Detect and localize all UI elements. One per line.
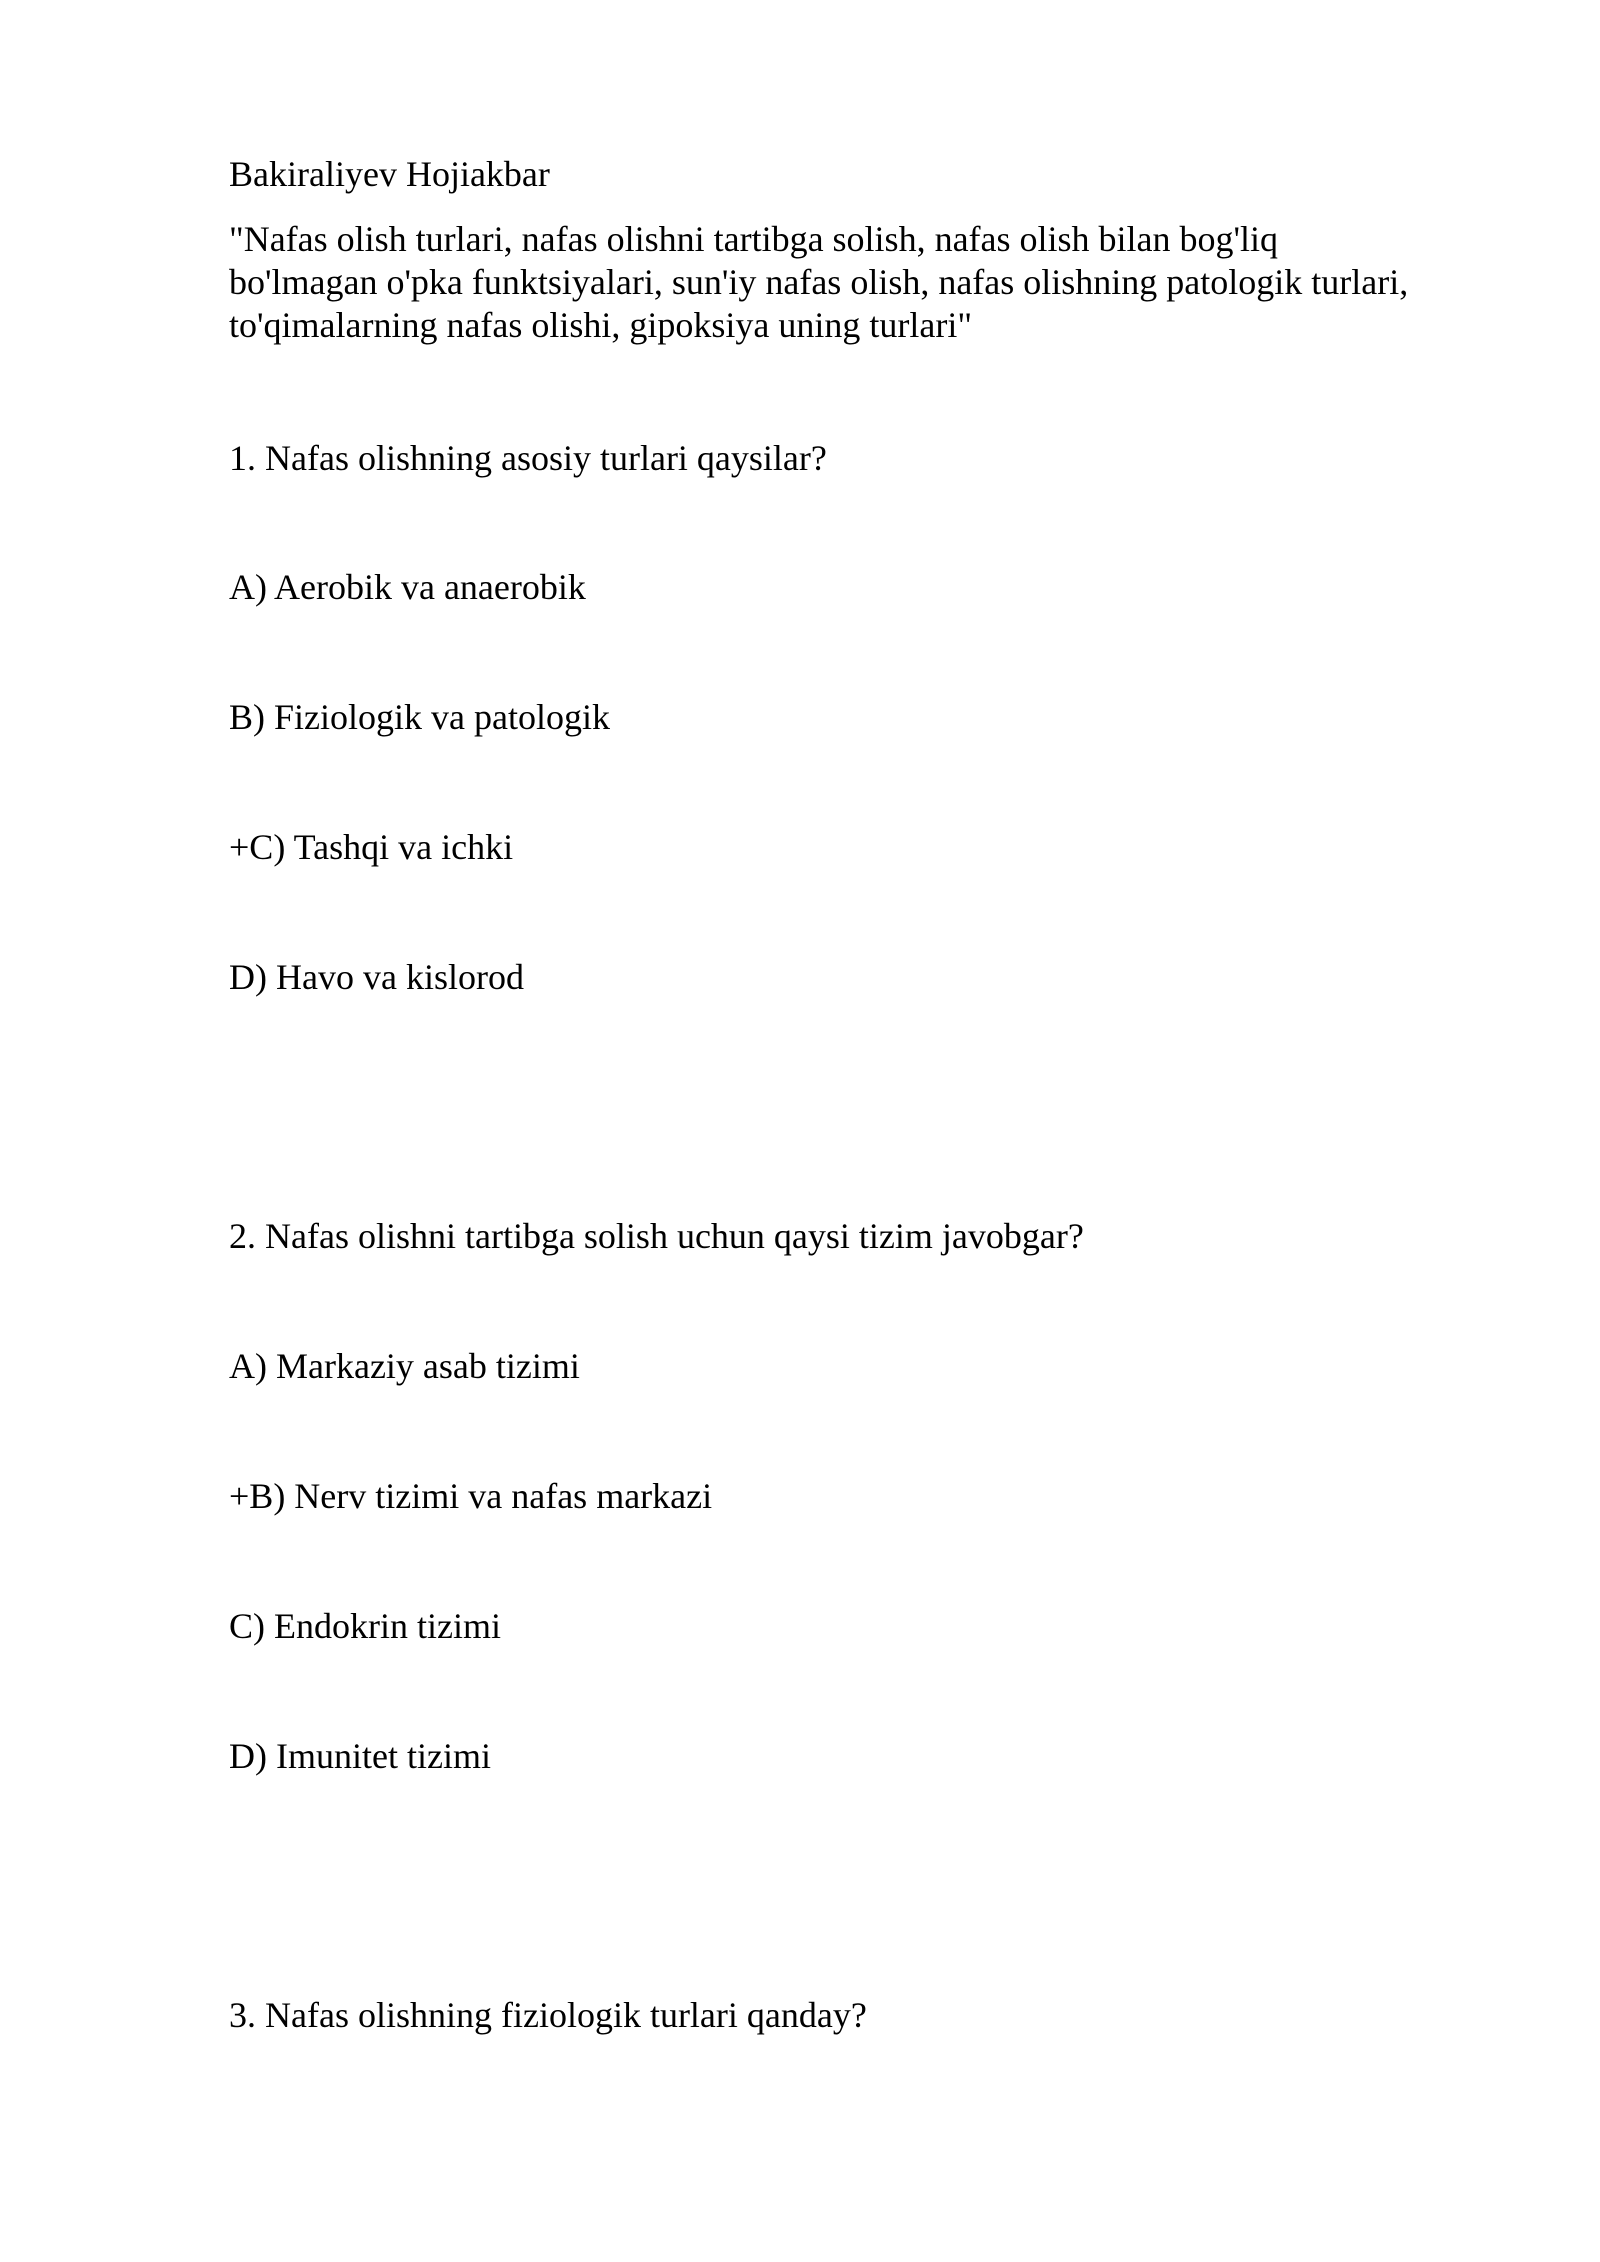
question-2-option-b: +B) Nerv tizimi va nafas markazi [229, 1476, 713, 1516]
question-2-option-a: A) Markaziy asab tizimi [229, 1346, 580, 1386]
question-2: 2. Nafas olishni tartibga solish uchun qaysi tizim javobgar? [229, 1216, 1084, 1256]
question-1: 1. Nafas olishning asosiy turlari qaysilar? [229, 438, 827, 478]
question-2-option-c: C) Endokrin tizimi [229, 1606, 501, 1646]
question-3: 3. Nafas olishning fiziologik turlari qanday? [229, 1995, 867, 2035]
topic-line: to'qimalarning nafas olishi, gipoksiya uning turlari" [229, 305, 973, 345]
topic-line: bo'lmagan o'pka funktsiyalari, sun'iy nafas olish, nafas olishning patologik turlari, [229, 262, 1409, 302]
question-1-option-a: A) Aerobik va anaerobik [229, 567, 586, 607]
question-1-option-c: +C) Tashqi va ichki [229, 827, 514, 867]
question-1-option-d: D) Havo va kislorod [229, 957, 524, 997]
topic-line: "Nafas olish turlari, nafas olishni tartibga solish, nafas olish bilan bog'liq [229, 219, 1279, 259]
question-2-option-d: D) Imunitet tizimi [229, 1736, 491, 1776]
author-name: Bakiraliyev Hojiakbar [229, 154, 550, 194]
question-1-option-b: B) Fiziologik va patologik [229, 697, 610, 737]
topic-title [229, 218, 1529, 347]
